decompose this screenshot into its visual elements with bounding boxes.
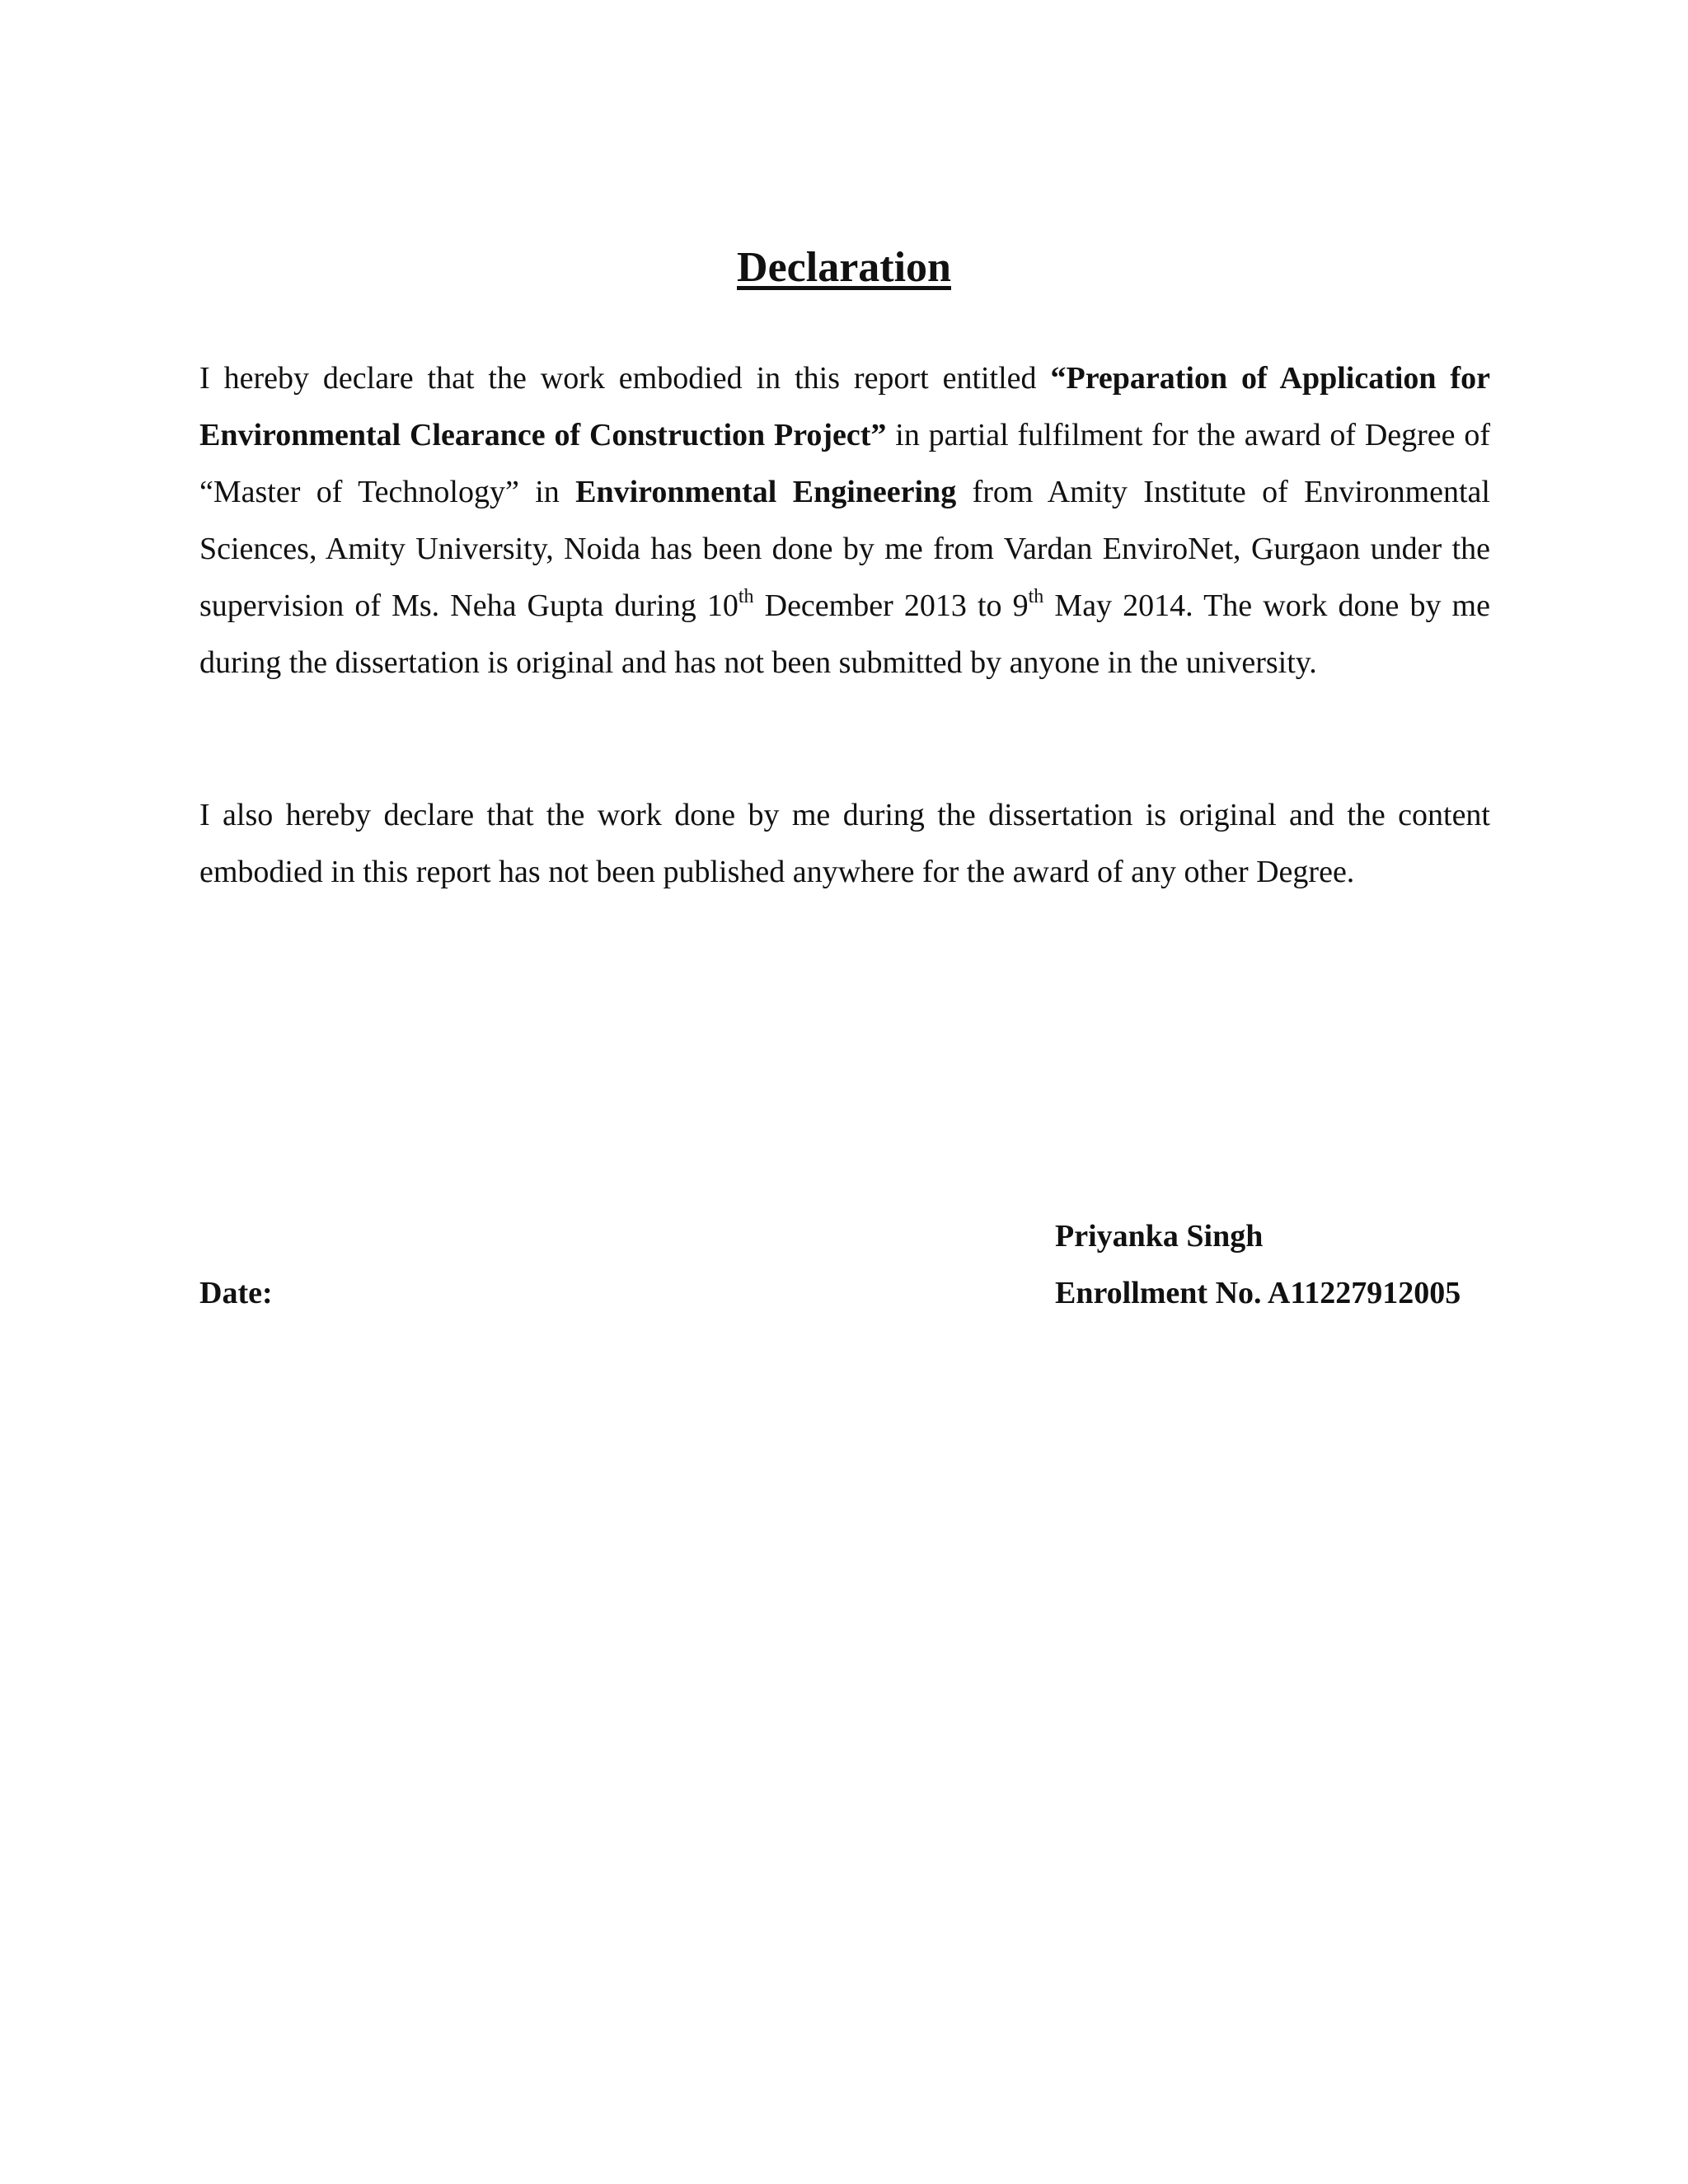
report-title: “Preparation of Application for Environmental Clearance of Construction Project” bbox=[199, 361, 1490, 452]
declaration-paragraph-2: I also hereby declare that the work done by me during the dissertation is original and the content embodied in this report has not been published anywhere for the award of any other Degree. bbox=[199, 798, 1490, 889]
signatory-name: Priyanka Singh bbox=[1055, 1219, 1264, 1254]
paragraph-1-text-1: I hereby declare that the work embodied in this report entitled bbox=[199, 361, 1051, 396]
enrollment-number: Enrollment No. A11227912005 bbox=[1055, 1276, 1461, 1310]
declaration-paragraph-1 bbox=[199, 350, 1490, 691]
date-label: Date: bbox=[199, 1276, 273, 1310]
paragraph-1-text-4: December 2013 to 9 bbox=[753, 588, 1029, 623]
degree-subject: Environmental Engineering bbox=[575, 475, 957, 509]
page-title: Declaration bbox=[737, 244, 951, 291]
paragraph-1-text-3: from Amity Institute of Environmental Sciences, Amity University, Noida has been done by me from Vardan EnviroNet, Gurgaon under the supervision of Ms. Neha Gupta during 10 bbox=[199, 475, 1490, 623]
ordinal-suffix-1: th bbox=[738, 586, 754, 607]
paragraph-1-text-5: May 2014. The work done by me during the dissertation is original and has not been submitted by anyone in the university. bbox=[199, 588, 1490, 680]
paragraph-1-text-2: in partial fulfilment for the award of Degree of “Master of Technology” in bbox=[199, 418, 1490, 509]
ordinal-suffix-2: th bbox=[1028, 586, 1044, 607]
